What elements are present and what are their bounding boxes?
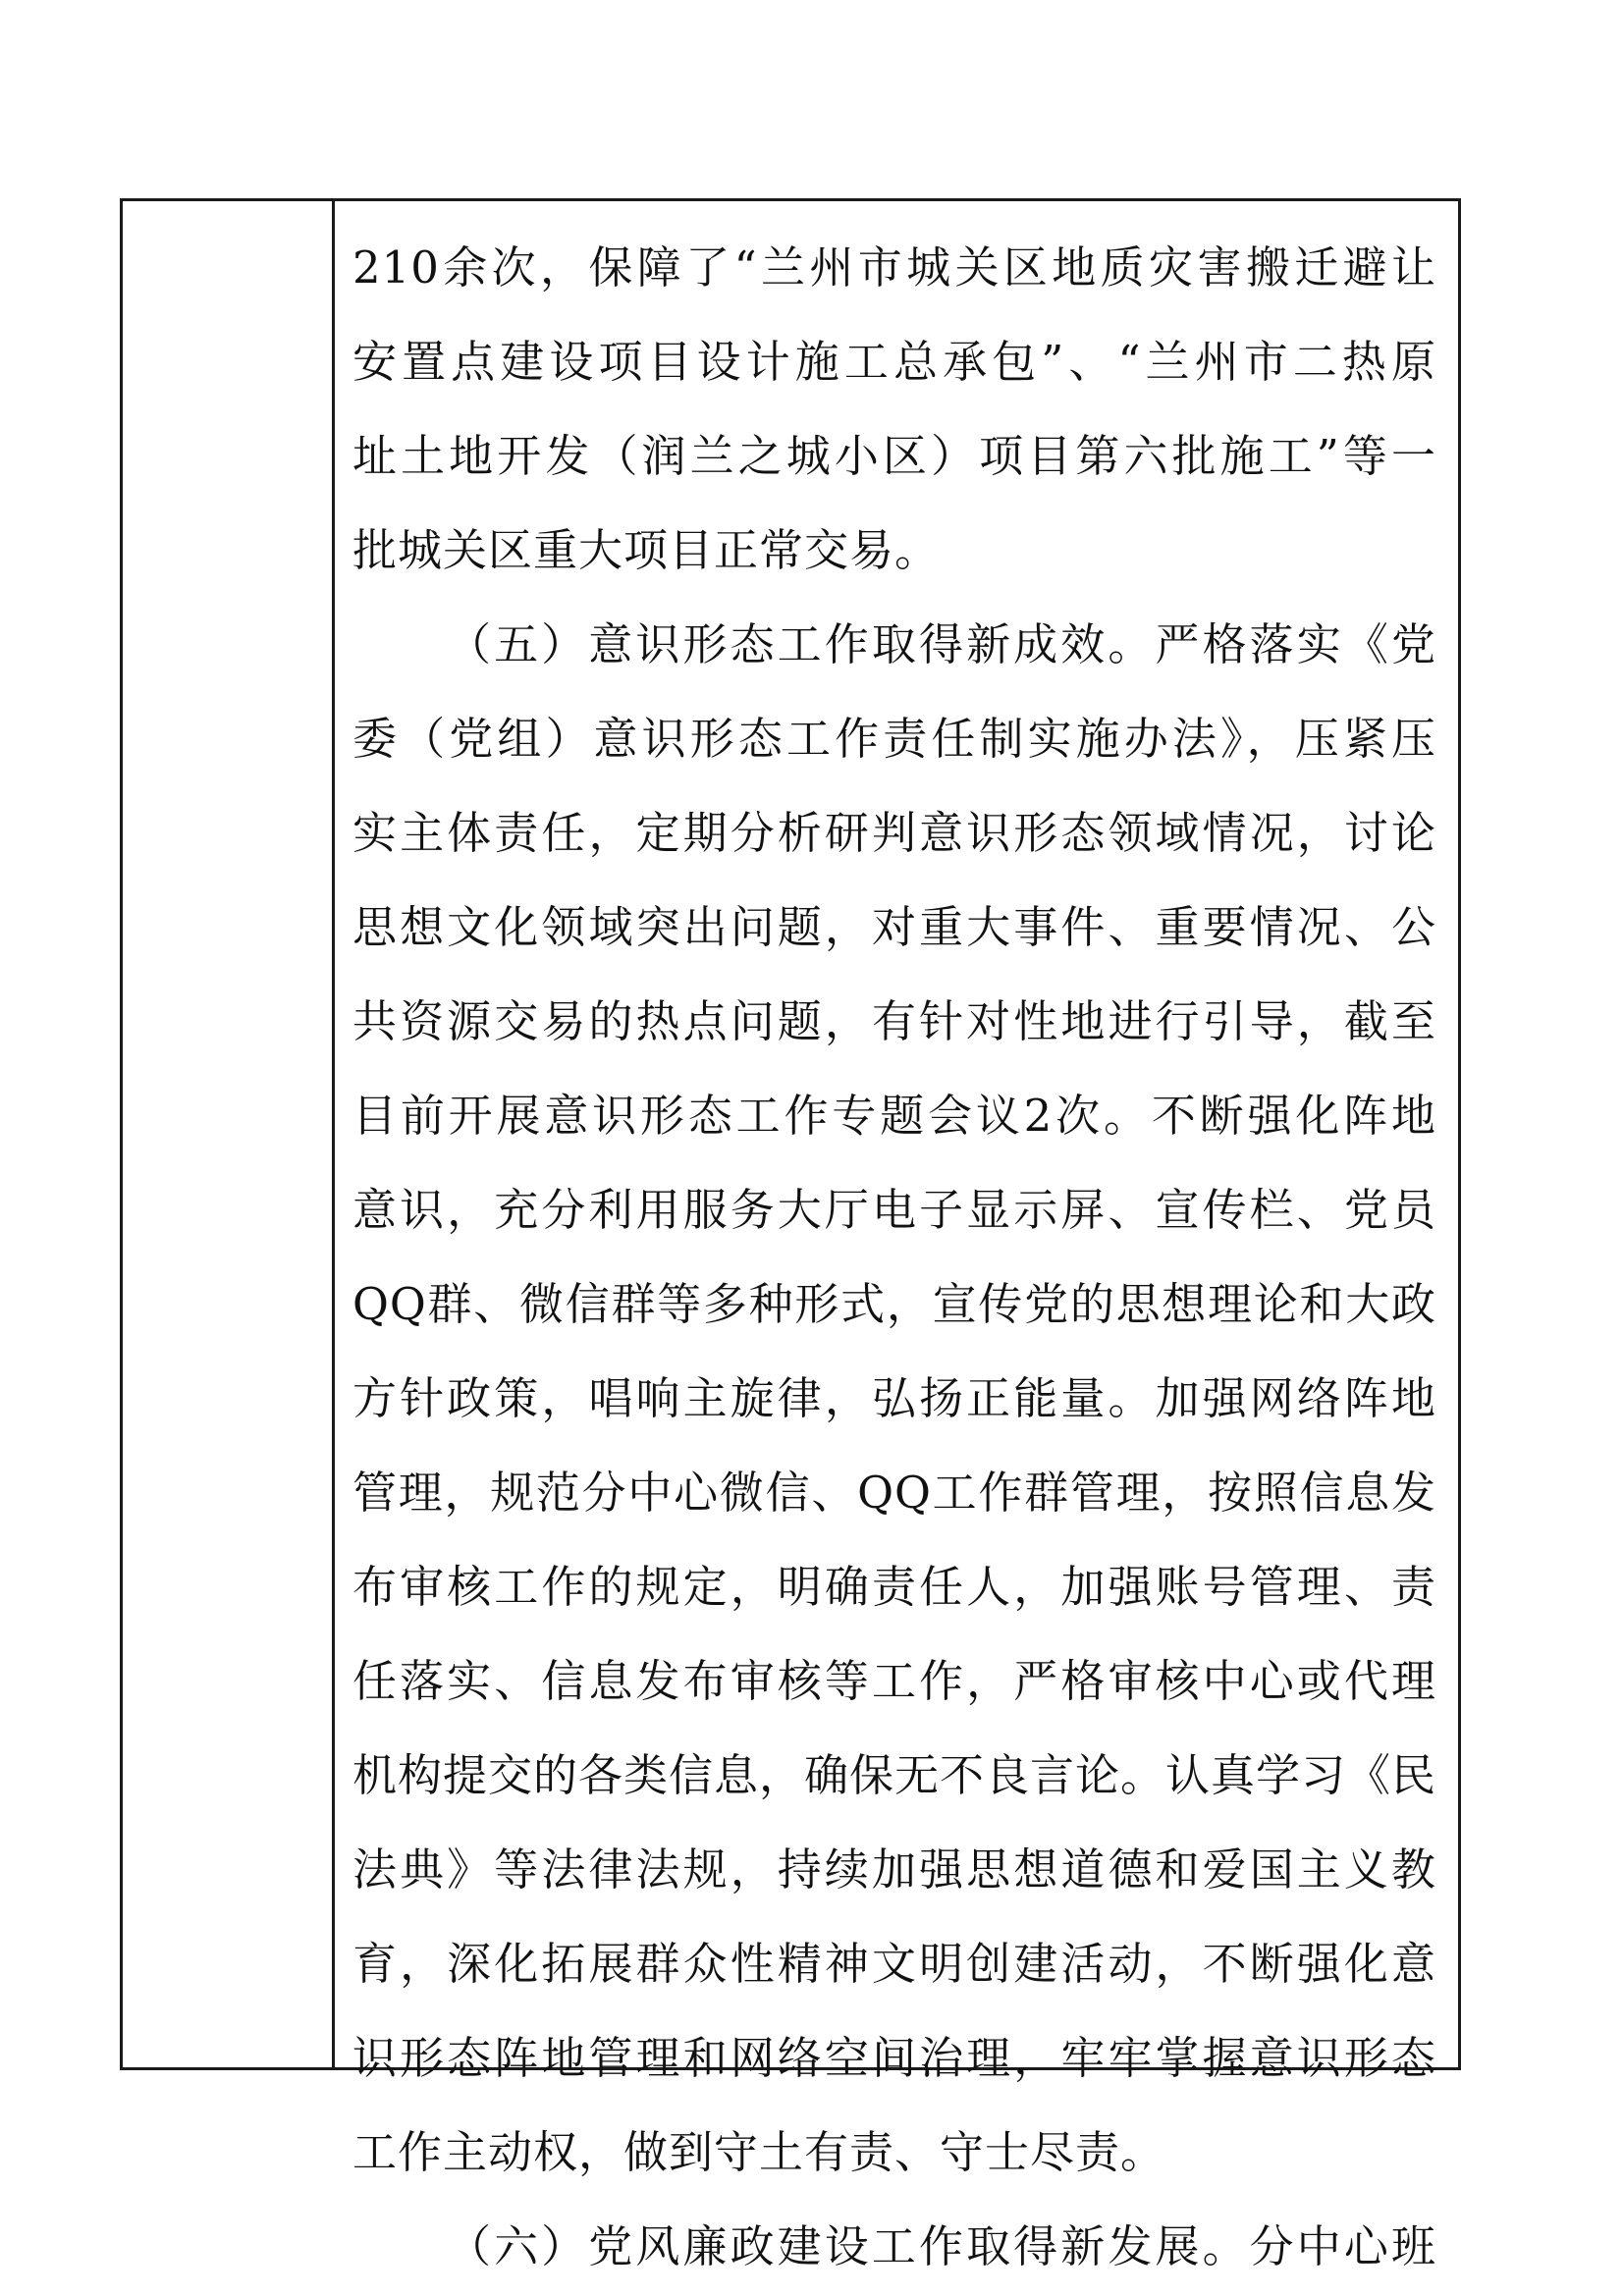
text-line: 210余次，保障了“兰州市城关区地质灾害搬迁避让 bbox=[352, 241, 1436, 294]
text-line: 安置点建设项目设计施工总承包”、“兰州市二热原 bbox=[352, 336, 1436, 388]
text-line: 批城关区重大项目正常交易。 bbox=[352, 524, 940, 576]
section-heading-line: （五）意识形态工作取得新成效。严格落实《党 bbox=[446, 618, 1436, 670]
text-line: 共资源交易的热点问题，有针对性地进行引导，截至 bbox=[352, 995, 1436, 1047]
text-line: 工作主动权，做到守土有责、守士尽责。 bbox=[352, 2126, 1165, 2178]
content-table bbox=[120, 198, 1461, 2272]
text-line: 管理，规范分中心微信、QQ工作群管理，按照信息发 bbox=[352, 1467, 1436, 1519]
text-line: QQ群、微信群等多种形式，宣传党的思想理论和大政 bbox=[352, 1278, 1436, 1330]
text-line: 委（党组）意识形态工作责任制实施办法》，压紧压 bbox=[352, 713, 1436, 765]
text-line: 目前开展意识形态工作专题会议2次。不断强化阵地 bbox=[352, 1090, 1436, 1142]
text-line: 机构提交的各类信息，确保无不良言论。认真学习《民 bbox=[352, 1749, 1436, 1801]
text-line: 实主体责任，定期分析研判意识形态领域情况，讨论 bbox=[352, 807, 1436, 859]
text-line: 识形态阵地管理和网络空间治理，牢牢掌握意识形态 bbox=[352, 2032, 1436, 2084]
text-line: 法典》等法律法规，持续加强思想道德和爱国主义教 bbox=[352, 1843, 1436, 1896]
text-line: 址土地开发（润兰之城小区）项目第六批施工”等一 bbox=[352, 430, 1436, 482]
text-line: 任落实、信息发布审核等工作，严格审核中心或代理 bbox=[352, 1655, 1436, 1707]
text-line: 方针政策，唱响主旋律，弘扬正能量。加强网络阵地 bbox=[352, 1372, 1436, 1424]
table-left-cell bbox=[123, 201, 335, 2067]
table-right-cell bbox=[335, 201, 1458, 2272]
text-line: 育，深化拓展群众性精神文明创建活动，不断强化意 bbox=[352, 1938, 1436, 1990]
text-line: 意识，充分利用服务大厅电子显示屏、宣传栏、党员 bbox=[352, 1184, 1436, 1236]
section-heading-line: （六）党风廉政建设工作取得新发展。分中心班 bbox=[446, 2220, 1436, 2272]
text-line: 布审核工作的规定，明确责任人，加强账号管理、责 bbox=[352, 1561, 1436, 1613]
text-line: 思想文化领域突出问题，对重大事件、重要情况、公 bbox=[352, 901, 1436, 953]
